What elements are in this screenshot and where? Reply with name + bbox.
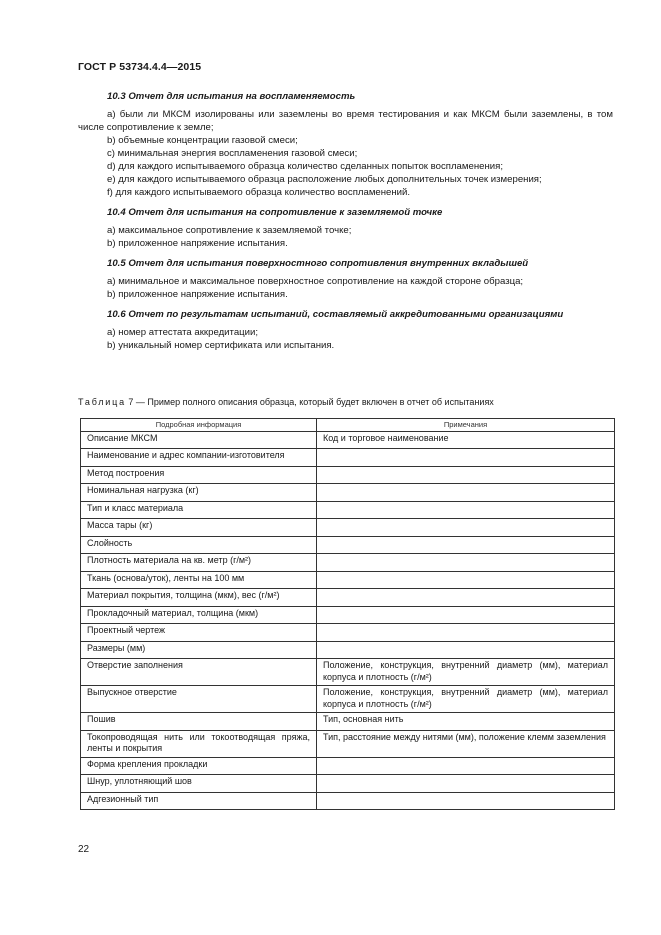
note-cell: Положение, конструкция, внутренний диаметр (мм), материал корпуса и плотность (г/м²)	[317, 686, 615, 713]
detail-cell: Форма крепления прокладки	[81, 757, 317, 775]
table-row	[81, 501, 615, 519]
detail-cell: Адгезионный тип	[81, 792, 317, 810]
table-row	[81, 659, 615, 686]
note-cell	[317, 757, 615, 775]
note-cell	[317, 554, 615, 572]
table-row	[81, 571, 615, 589]
note-cell	[317, 589, 615, 607]
sample-description-table	[80, 418, 615, 810]
note-cell	[317, 501, 615, 519]
table-row	[81, 730, 615, 757]
table-row	[81, 536, 615, 554]
section-title: 10.6 Отчет по результатам испытаний, составляемый аккредитованными организациями	[107, 309, 564, 320]
note-cell	[317, 775, 615, 793]
section-10-4	[78, 206, 613, 250]
detail-cell: Проектный чертеж	[81, 624, 317, 642]
table-row	[81, 624, 615, 642]
detail-cell: Метод построения	[81, 466, 317, 484]
section-line: f) для каждого испытываемого образца количество воспламенений.	[107, 187, 411, 198]
note-cell	[317, 606, 615, 624]
note-cell	[317, 792, 615, 810]
table-row	[81, 554, 615, 572]
table-caption-label: Таблица	[78, 397, 126, 407]
section-line: b) приложенное напряжение испытания.	[107, 289, 288, 300]
detail-cell: Шнур, уплотняющий шов	[81, 775, 317, 793]
detail-cell: Отверстие заполнения	[81, 659, 317, 686]
detail-cell: Плотность материала на кв. метр (г/м²)	[81, 554, 317, 572]
detail-cell: Описание МКСМ	[81, 431, 317, 449]
note-cell	[317, 536, 615, 554]
note-cell: Положение, конструкция, внутренний диаметр (мм), материал корпуса и плотность (г/м²)	[317, 659, 615, 686]
detail-cell: Ткань (основа/уток), ленты на 100 мм	[81, 571, 317, 589]
column-header-notes: Примечания	[317, 419, 615, 432]
note-cell	[317, 449, 615, 467]
note-cell: Тип, расстояние между нитями (мм), положение клемм заземления	[317, 730, 615, 757]
column-header-detail: Подробная информация	[81, 419, 317, 432]
section-title: 10.3 Отчет для испытания на воспламеняемость	[107, 91, 356, 102]
section-line: b) объемные концентрации газовой смеси;	[107, 135, 298, 146]
section-10-5	[78, 257, 613, 301]
report-sections	[78, 90, 613, 359]
section-line: c) минимальная энергия воспламенения газовой смеси;	[107, 148, 358, 159]
table-row	[81, 686, 615, 713]
table-row	[81, 757, 615, 775]
detail-cell: Номинальная нагрузка (кг)	[81, 484, 317, 502]
section-line: b) приложенное напряжение испытания.	[107, 238, 288, 249]
detail-cell: Материал покрытия, толщина (мкм), вес (г/м²)	[81, 589, 317, 607]
section-10-3	[78, 90, 613, 199]
section-line: b) уникальный номер сертификата или испытания.	[107, 340, 335, 351]
table-row	[81, 449, 615, 467]
note-cell	[317, 641, 615, 659]
table-caption-text: 7 — Пример полного описания образца, который будет включен в отчет об испытаниях	[128, 397, 494, 407]
section-line: a) максимальное сопротивление к заземляемой точке;	[107, 225, 352, 236]
section-line: d) для каждого испытываемого образца количество сделанных попыток воспламенения;	[107, 161, 503, 172]
table-row	[81, 606, 615, 624]
note-cell	[317, 519, 615, 537]
table-row	[81, 466, 615, 484]
detail-cell: Масса тары (кг)	[81, 519, 317, 537]
table-row	[81, 519, 615, 537]
detail-cell: Тип и класс материала	[81, 501, 317, 519]
detail-cell: Пошив	[81, 713, 317, 731]
detail-cell: Прокладочный материал, толщина (мкм)	[81, 606, 317, 624]
note-cell	[317, 571, 615, 589]
detail-cell: Размеры (мм)	[81, 641, 317, 659]
section-10-6	[78, 308, 613, 352]
page-number: 22	[78, 844, 90, 855]
section-line: a) минимальное и максимальное поверхностное сопротивление на каждой стороне образца;	[107, 276, 524, 287]
note-cell	[317, 484, 615, 502]
section-line: e) для каждого испытываемого образца расположение любых дополнительных точек измерения;	[107, 174, 542, 185]
note-cell: Код и торговое наименование	[317, 431, 615, 449]
note-cell	[317, 466, 615, 484]
table-row	[81, 792, 615, 810]
table-row	[81, 713, 615, 731]
section-line: a) номер аттестата аккредитации;	[107, 327, 259, 338]
table-row	[81, 431, 615, 449]
note-cell: Тип, основная нить	[317, 713, 615, 731]
detail-cell: Токопроводящая нить или токоотводящая пряжа, ленты и покрытия	[81, 730, 317, 757]
section-line: a) были ли МКСМ изолированы или заземлены во время тестирования и как МКСМ были заземлены, в том числе сопротивление к земле;	[78, 109, 613, 133]
table-row	[81, 589, 615, 607]
section-title: 10.4 Отчет для испытания на сопротивление к заземляемой точке	[107, 207, 443, 218]
detail-cell: Выпускное отверстие	[81, 686, 317, 713]
detail-cell: Наименование и адрес компании-изготовителя	[81, 449, 317, 467]
table-caption	[78, 397, 494, 407]
table-row	[81, 775, 615, 793]
document-header: ГОСТ Р 53734.4.4—2015	[78, 61, 202, 73]
table-row	[81, 484, 615, 502]
note-cell	[317, 624, 615, 642]
detail-cell: Слойность	[81, 536, 317, 554]
table-row	[81, 641, 615, 659]
section-title: 10.5 Отчет для испытания поверхностного сопротивления внутренних вкладышей	[107, 258, 529, 269]
